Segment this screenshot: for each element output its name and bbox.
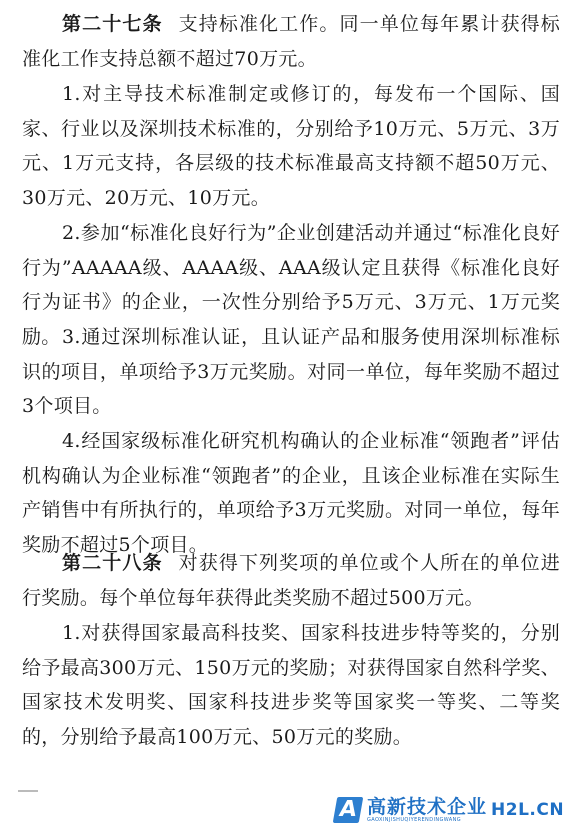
watermark-pinyin: GAOXINJISHUQIYERENDINGWANG xyxy=(367,816,462,823)
article-27-intro-text: 支持标准化工作。同一单位每年累计获得标准化工作支持总额不超过70万元。 xyxy=(22,13,560,70)
watermark-domain: H2L.CN xyxy=(491,800,565,820)
article-27-item-2: 2.参加“标准化良好行为”企业创建活动并通过“标准化良好行为”AAAAA级、AAAA级、AAA级认定且获得《标准化良好行为证书》的企业，一次性分别给予5万元、3万元、1万元奖励。 xyxy=(22,222,560,348)
article-27-intro xyxy=(22,7,560,76)
article-27-item-3: 3.通过深圳标准认证，且认证产品和服务使用深圳标准标识的项目，单项给予3万元奖励。对同一单位，每年奖励不超过3个项目。 xyxy=(22,326,560,418)
watermark-logo-icon: A xyxy=(333,797,364,823)
article-28-item-1: 1.对获得国家最高科技奖、国家科技进步特等奖的，分别给予最高300万元、150万元的奖励；对获得国家自然科学奖、国家技术发明奖、国家科技进步奖等国家奖一等奖、二等奖的，分别给予最高100万元、50万元的奖励。 xyxy=(22,622,560,748)
article-27-heading: 第二十七条 xyxy=(62,13,163,35)
site-watermark xyxy=(335,794,575,826)
watermark-text xyxy=(367,797,487,824)
article-28-intro xyxy=(22,546,560,615)
article-27-item-4: 4.经国家级标准化研究机构确认的企业标准“领跑者”评估机构确认为企业标准“领跑者”的企业，且该企业标准在实际生产销售中有所执行的，单项给予3万元奖励。对同一单位，每年奖励不超过5个项目。 xyxy=(22,430,560,556)
watermark-name: 高新技术企业 xyxy=(367,795,488,818)
article-28-intro-text: 对获得下列奖项的单位或个人所在的单位进行奖励。每个单位每年获得此类奖励不超过500万元。 xyxy=(22,552,560,609)
page-mark xyxy=(18,790,38,802)
article-27-item-1: 1.对主导技术标准制定或修订的，每发布一个国际、国家、行业以及深圳技术标准的，分别给予10万元、5万元、3万元、1万元支持，各层级的技术标准最高支持额不超50万元、30万元、20万元、10万元。 xyxy=(22,83,560,209)
article-28-heading: 第二十八条 xyxy=(62,552,163,574)
